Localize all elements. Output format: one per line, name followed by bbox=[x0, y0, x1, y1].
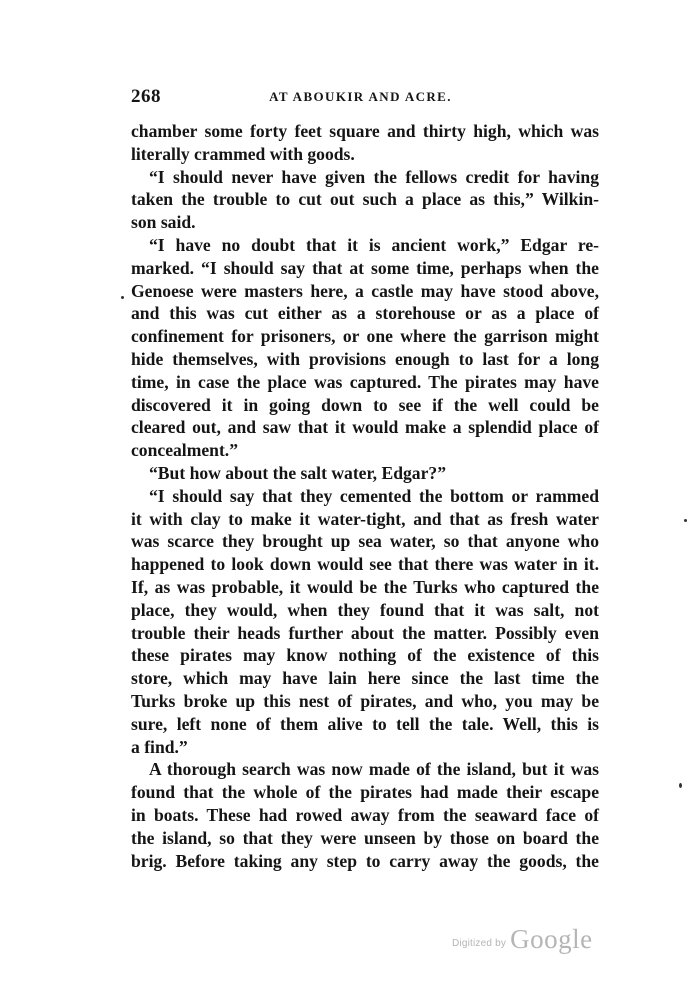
scan-speck bbox=[121, 296, 124, 299]
text-line: chamber some forty feet square and thirty high, which was bbox=[131, 121, 599, 141]
text-line: a find.” bbox=[131, 736, 188, 757]
text-line: discovered it in going down to see if the well could be bbox=[131, 394, 599, 415]
text-line: confinement for prisoners, or one where the garrison might bbox=[131, 326, 599, 347]
text-line: was scarce they brought up sea water, so that anyone who bbox=[131, 531, 599, 552]
text-line: brig. Before taking any step to carry away the goods, the bbox=[131, 850, 599, 871]
text-line: cleared out, and saw that it would make a splendid place of bbox=[131, 417, 599, 438]
scan-speck bbox=[679, 783, 682, 788]
text-line: trouble their heads further about the matter. Possibly even bbox=[131, 622, 599, 643]
text-line: taken the trouble to cut out such a place as this,” Wilkin- bbox=[131, 189, 599, 210]
text-line: happened to look down would see that there was water in it. bbox=[131, 554, 599, 575]
text-line: Genoese were masters here, a castle may have stood above, bbox=[131, 280, 599, 301]
text-line: hide themselves, with provisions enough to last for a long bbox=[131, 348, 599, 369]
text-line: place, they would, when they found that it was salt, not bbox=[131, 599, 599, 620]
text-line: the island, so that they were unseen by those on board the bbox=[131, 827, 599, 848]
text-line: literally crammed with goods. bbox=[131, 143, 355, 164]
text-line: “I should never have given the fellows credit for having bbox=[149, 166, 599, 187]
text-line: time, in case the place was captured. The pirates may have bbox=[131, 371, 599, 392]
running-title: AT ABOUKIR AND ACRE. bbox=[269, 89, 452, 104]
watermark-prefix: Digitized by bbox=[452, 938, 507, 949]
google-logo: Google bbox=[510, 924, 593, 954]
body-text bbox=[131, 120, 599, 872]
digitized-watermark bbox=[452, 924, 593, 955]
scan-speck bbox=[684, 519, 687, 522]
text-line: “But how about the salt water, Edgar?” bbox=[149, 462, 446, 483]
text-line: marked. “I should say that at some time, perhaps when the bbox=[131, 257, 599, 278]
text-line: son said. bbox=[131, 212, 196, 233]
text-line: these pirates may know nothing of the existence of this bbox=[131, 645, 599, 666]
text-line: “I should say that they cemented the bottom or rammed bbox=[149, 485, 599, 506]
text-line: and this was cut either as a storehouse or as a place of bbox=[131, 303, 599, 324]
text-line: concealment.” bbox=[131, 440, 238, 461]
text-line: store, which may have lain here since the last time the bbox=[131, 668, 599, 689]
text-line: found that the whole of the pirates had made their escape bbox=[131, 782, 599, 803]
text-line: “I have no doubt that it is ancient work,” Edgar re- bbox=[149, 234, 599, 255]
page-number: 268 bbox=[131, 86, 161, 107]
text-line: in boats. These had rowed away from the seaward face of bbox=[131, 804, 599, 825]
text-line: it with clay to make it water-tight, and that as fresh water bbox=[131, 508, 599, 529]
text-line: A thorough search was now made of the island, but it was bbox=[149, 759, 599, 780]
text-line: If, as was probable, it would be the Turks who captured the bbox=[131, 576, 599, 597]
text-line: sure, left none of them alive to tell the tale. Well, this is bbox=[131, 713, 599, 734]
text-line: Turks broke up this nest of pirates, and who, you may be bbox=[131, 690, 599, 711]
